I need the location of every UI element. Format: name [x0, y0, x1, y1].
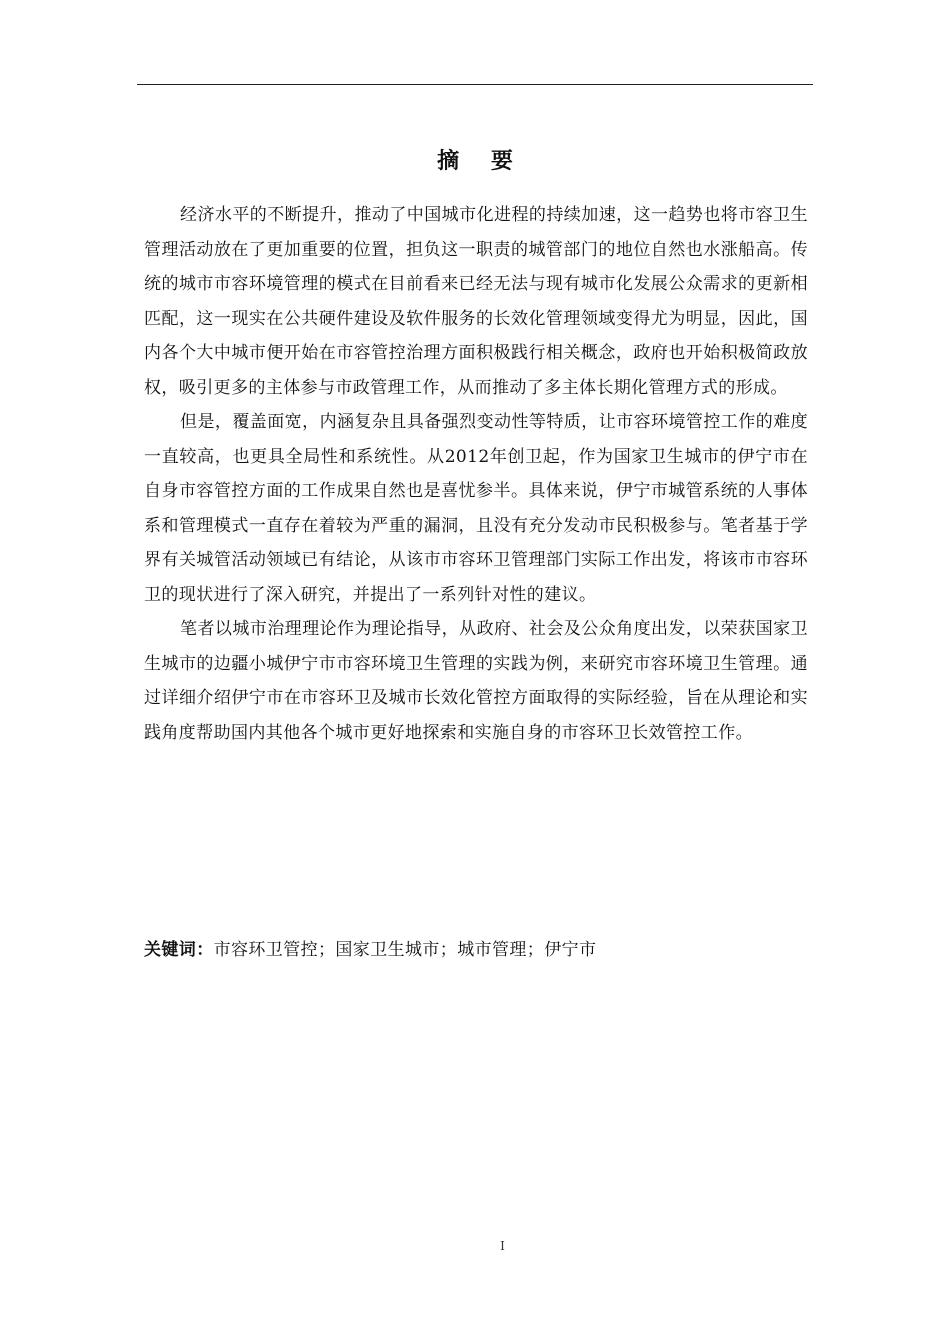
abstract-paragraph-3: 笔者以城市治理理论作为理论指导，从政府、社会及公众角度出发，以荣获国家卫生城市的边疆小城伊宁市市容环境卫生管理的实践为例，来研究市容环境卫生管理。通过详细介绍伊宁市在市容环卫及城市长效化管控方面取得的实际经验，旨在从理论和实践角度帮助国内其他各个城市更好地探索和实施自身的市容环卫长效管控工作。	[144, 619, 808, 743]
keywords-text: 市容环卫管控；国家卫生城市；城市管理；伊宁市	[213, 940, 597, 960]
keywords-line	[144, 933, 808, 967]
abstract-paragraph-2: 但是，覆盖面宽，内涵复杂且具备强烈变动性等特质，让市容环境管控工作的难度一直较高，也更具全局性和系统性。从2012年创卫起，作为国家卫生城市的伊宁市在自身市容管控方面的工作成果自然也是喜忧参半。具体来说，伊宁市城管系统的人事体系和管理模式一直存在着较为严重的漏洞，且没有充分发动市民积极参与。笔者基于学界有关城管活动领域已有结论，从该市市容环卫管理部门实际工作出发，将该市市容环卫的现状进行了深入研究，并提出了一系列针对性的建议。	[144, 412, 808, 605]
abstract-body	[144, 198, 808, 750]
page-title: 摘 要	[437, 149, 525, 174]
abstract-paragraph-1: 经济水平的不断提升，推动了中国城市化进程的持续加速，这一趋势也将市容卫生管理活动放在了更加重要的位置，担负这一职责的城管部门的地位自然也水涨船高。传统的城市市容环境管理的模式在目前看来已经无法与现有城市化发展公众需求的更新相匹配，这一现实在公共硬件建设及软件服务的长效化管理领域变得尤为明显，因此，国内各个大中城市便开始在市容管控治理方面积极践行相关概念，政府也开始积极简政放权，吸引更多的主体参与市政管理工作，从而推动了多主体长期化管理方式的形成。	[144, 205, 808, 398]
header-rule	[137, 84, 813, 85]
keywords-label: 关键词：	[144, 940, 214, 960]
page-number: I	[500, 1239, 505, 1253]
